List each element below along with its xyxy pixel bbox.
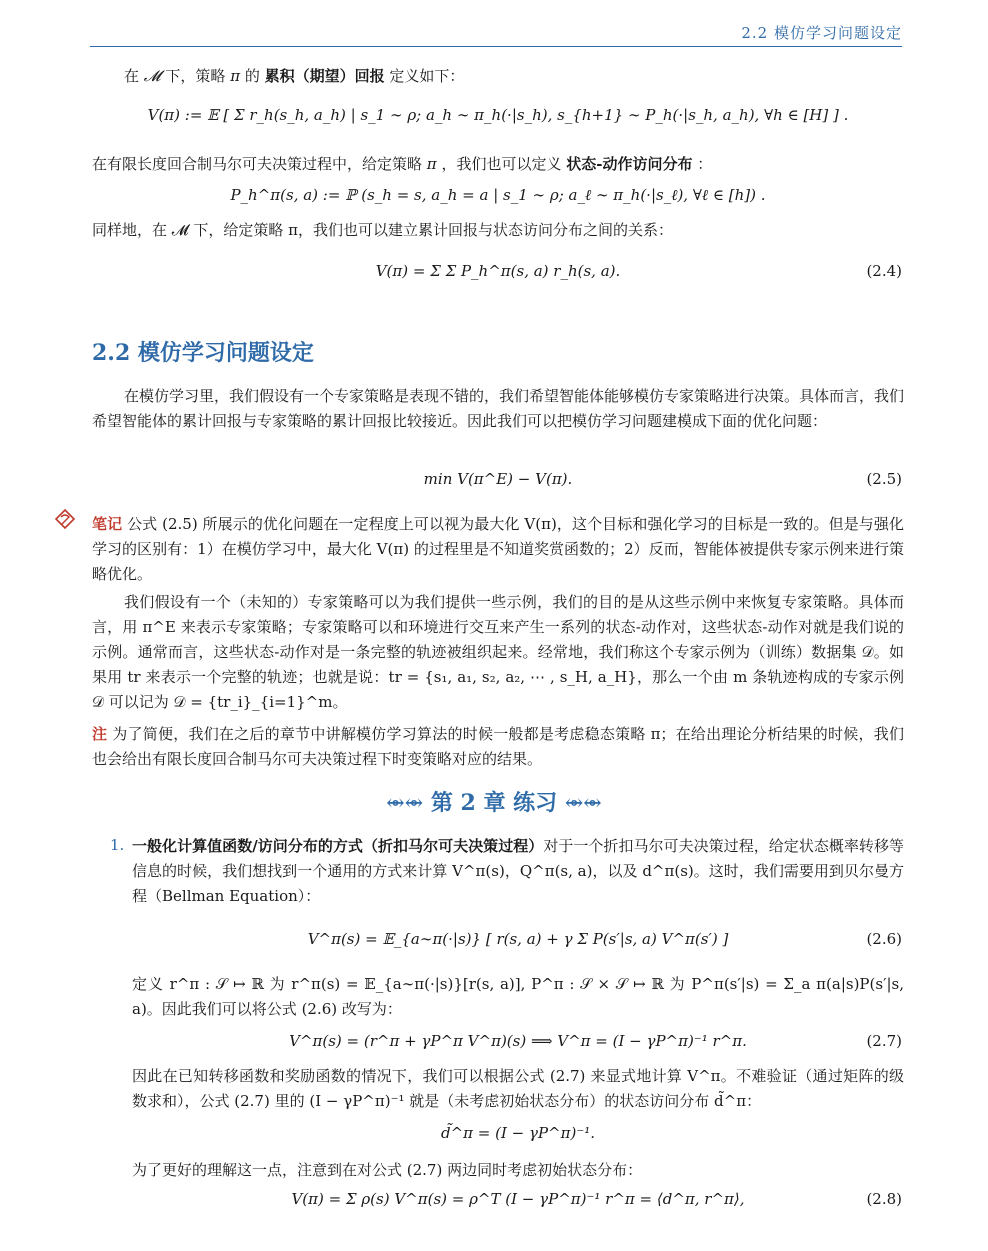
equation-number-2-4: (2.4) <box>866 262 902 280</box>
note-label: 笔记 <box>92 515 123 533</box>
section-paragraph-1: 在模仿学习里，我们假设有一个专家策略是表现不错的，我们希望智能体能够模仿专家策略进行决策。具体而言，我们希望智能体的累计回报与专家策略的累计回报比较接近。因此我们可以把模仿学习问题建模成下面的优化问题： <box>92 387 905 430</box>
exercise-1-text: 一般化计算值函数/访问分布的方式（折扣马尔可夫决策过程）对于一个折扣马尔可夫决策过程，给定状态概率转移等信息的时候，我们想找到一个通用的方式来计算 V^π(s)，Q^π(s, a)，以及 d^π(s)。这时，我们需要用到贝尔曼方程（Bellman Equation）： <box>132 837 904 905</box>
exercise-number: 1. <box>110 836 125 854</box>
note-paragraph: 笔记 公式 (2.5) 所展示的优化问题在一定程度上可以视为最大化 V(π)，这个目标和强化学习的目标是一致的。但是与强化学习的区别有：1）在模仿学习中，最大化 V(π) 的过程里是不知道奖赏函数的；2）反而，智能体被提供专家示例来进行策略优化。 <box>92 515 904 583</box>
remark-paragraph: 注 为了简便，我们在之后的章节中讲解模仿学习算法的时候一般都是考虑稳态策略 π；在给出理论分析结果的时候，我们也会给出有限长度回合制马尔可夫决策过程下时变策略对应的结果。 <box>92 725 904 768</box>
note-icon <box>54 508 76 530</box>
equation-d-tilde: d̃^π = (I − γP^π)⁻¹. <box>440 1124 596 1142</box>
intro-line-2: 在有限长度回合制马尔可夫决策过程中，给定策略 π ，我们也可以定义 状态-动作访问分布 ： <box>92 155 713 173</box>
equation-number-2-7: (2.7) <box>866 1032 902 1050</box>
equation-2-4: V(π) = Σ Σ P_h^π(s, a) r_h(s, a). <box>375 262 621 280</box>
equation-2-8: V(π) = Σ ρ(s) V^π(s) = ρ^T (I − γP^π)⁻¹ r^π = ⟨d^π, r^π⟩, <box>291 1190 745 1208</box>
equation-number-2-6: (2.6) <box>866 930 902 948</box>
right-ornament-icon: ⥈⥈ <box>564 791 602 816</box>
initial-distribution-text: 为了更好的理解这一点，注意到在对公式 (2.7) 两边同时考虑初始状态分布： <box>132 1161 643 1179</box>
equation-value-function: V(π) := 𝔼 [ Σ r_h(s_h, a_h) | s_1 ∼ ρ; a_h ∼ π_h(·|s_h), s_{h+1} ∼ P_h(·|s_h, a_h), ∀h ∈ [H] ] . <box>147 106 849 124</box>
section-paragraph-2: 我们假设有一个（未知的）专家策略可以为我们提供一些示例，我们的目的是从这些示例中来恢复专家策略。具体而言，用 π^E 来表示专家策略；专家策略可以和环境进行交互来产生一系列的状态-动作对，这些状态-动作对就是我们说的示例。通常而言，这些状态-动作对是一条完整的轨迹被组织起来。经常地，我们称这个专家示例为（训练）数据集 𝒟。如果用 tr 来表示一个完整的轨迹；也就是说：tr = {s₁, a₁, s₂, a₂, ⋯ , s_H, a_H}，那么一个由 m 条轨迹构成的专家示例 𝒟 可以记为 𝒟 = {tr_i}_{i=1}^m。 <box>92 593 904 711</box>
header-rule <box>90 46 902 47</box>
exercises-title: ⥈⥈ 第 2 章 练习 ⥈⥈ <box>386 790 602 816</box>
intro-line-1: 在 𝓜 下，策略 π 的 累积（期望）回报 定义如下： <box>124 67 465 85</box>
intro-line-3: 同样地，在 𝓜 下，给定策略 π，我们也可以建立累计回报与状态访问分布之间的关系： <box>92 221 673 239</box>
left-ornament-icon: ⥈⥈ <box>386 791 424 816</box>
equation-number-2-5: (2.5) <box>866 470 902 488</box>
definition-text: 定义 r^π : 𝒮 ↦ ℝ 为 r^π(s) = 𝔼_{a∼π(·|s)}[r(s, a)], P^π : 𝒮 × 𝒮 ↦ ℝ 为 P^π(s′|s) = Σ_a π(a|s)P(s′|s, a)。因此我们可以将公式 (2.6) 改写为： <box>132 975 904 1018</box>
equation-2-7: V^π(s) = (r^π + γP^π V^π)(s) ⟹ V^π = (I − γP^π)⁻¹ r^π. <box>289 1032 747 1050</box>
remark-label: 注 <box>92 725 108 743</box>
equation-2-5: min V(π^E) − V(π). <box>423 470 573 488</box>
equation-number-2-8: (2.8) <box>866 1190 902 1208</box>
section-title: 2.2 模仿学习问题设定 <box>92 340 314 366</box>
running-head: 2.2 模仿学习问题设定 <box>741 24 902 42</box>
explanation-text: 因此在已知转移函数和奖励函数的情况下，我们可以根据公式 (2.7) 来显式地计算 V^π。不难验证（通过矩阵的级数求和），公式 (2.7) 里的 (I − γP^π)⁻¹ 就是（未考虑初始状态分布）的状态访问分布 d̃^π： <box>132 1067 904 1110</box>
equation-visitation: P_h^π(s, a) := ℙ (s_h = s, a_h = a | s_1 ∼ ρ; a_ℓ ∼ π_h(·|s_ℓ), ∀ℓ ∈ [h]) . <box>230 186 766 204</box>
equation-2-6: V^π(s) = 𝔼_{a∼π(·|s)} [ r(s, a) + γ Σ P(s′|s, a) V^π(s′) ] <box>307 930 729 948</box>
